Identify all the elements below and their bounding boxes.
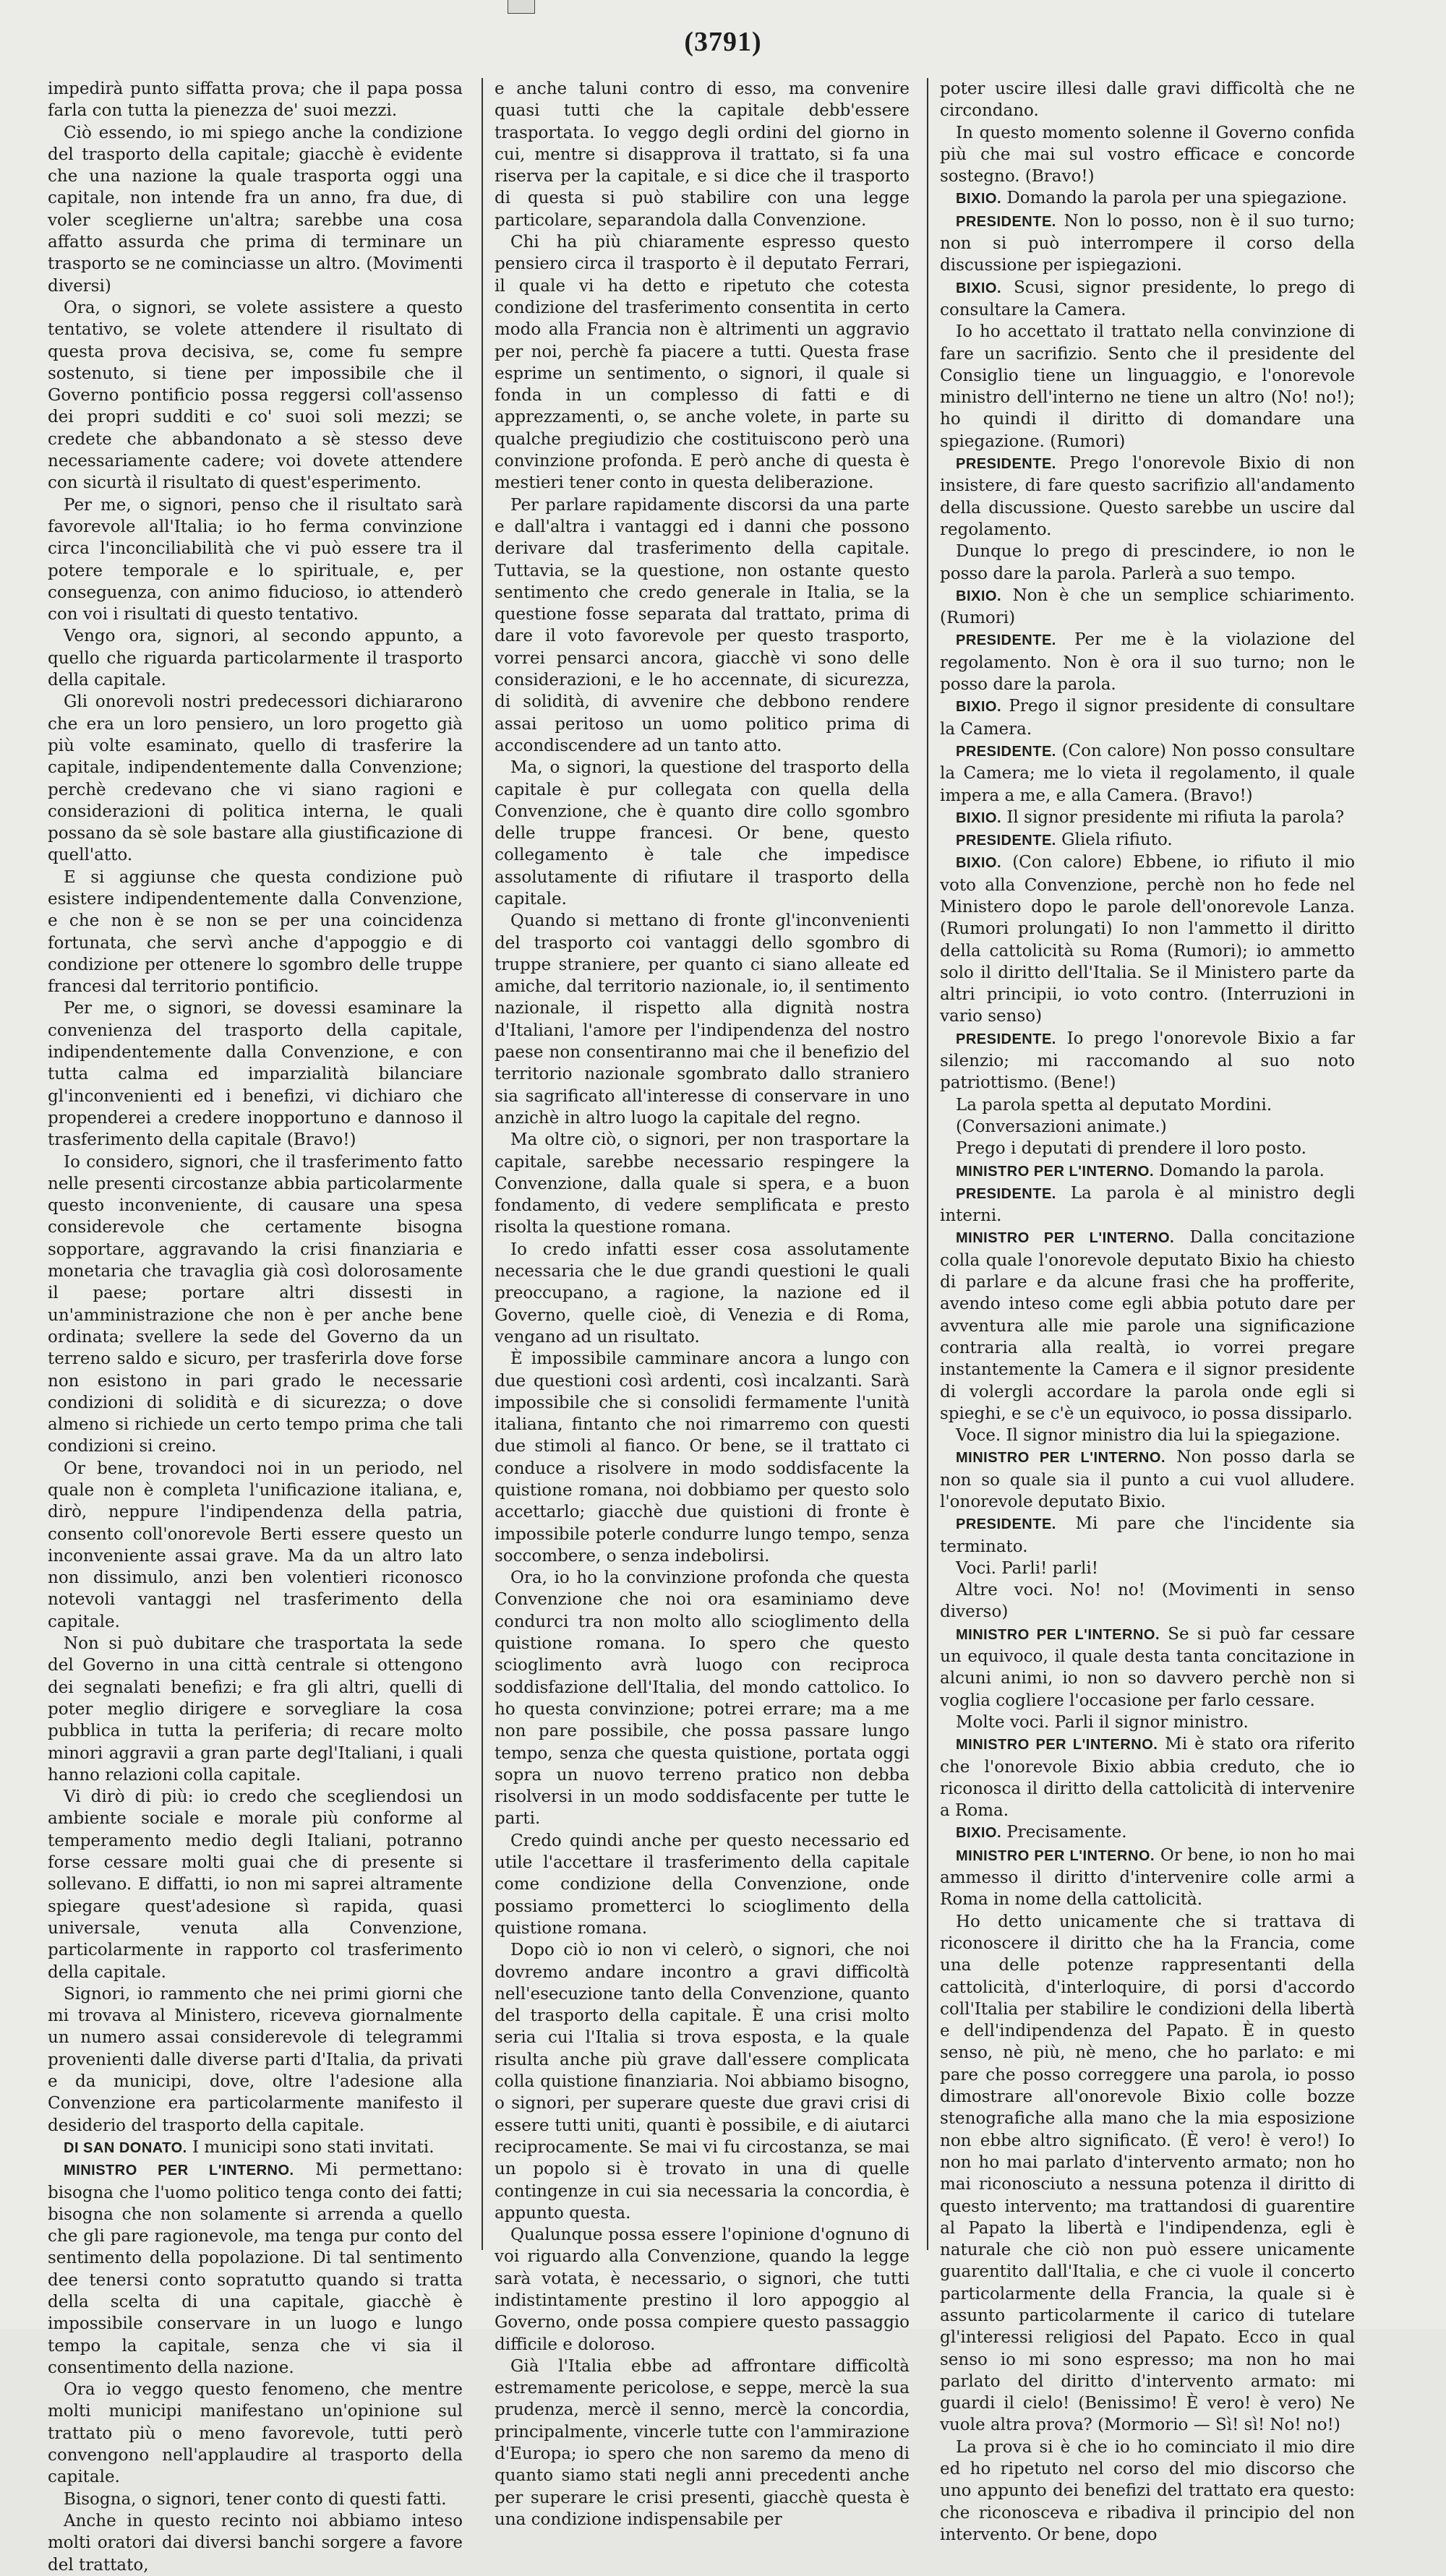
paragraph-text: Ora io veggo questo fenomeno, che mentre molti municipi manifestano un'opinione sul trattato più o meno favorevole, tutti però convengono nell'applaudire al trasporto della capitale. <box>48 2380 463 2487</box>
paragraph-text: E si aggiunse che questa condizione può esistere indipendentemente dalla Convenzione, e che non è se non se per una coincidenza fortunata, che servì anche d'appoggio e di condizione per ottenere lo sgombro delle truppe francesi dal territorio pontificio. <box>48 867 463 997</box>
paragraph <box>940 1446 1355 1513</box>
speaker-name: PRESIDENTE. <box>956 1185 1056 1202</box>
paragraph <box>940 629 1355 695</box>
speaker-name: BIXIO. <box>956 855 1002 872</box>
paragraph-text: Or bene, trovandoci noi in un periodo, nel quale non è completa l'unificazione italiana, e, dirò, neppure l'indipendenza della patria, consento coll'onorevole Berti essere questo un inconveniente assai grave. Ma da un altro lato non dissimulo, anzi ben volentieri riconosco notevoli vantaggi nel trasferimento della capitale. <box>48 1459 463 1631</box>
paragraph-text: Ho detto unicamente che si trattava di riconoscere il diritto che ha la Francia, come una delle potenze rappresentanti della cattolicità, d'interloquire, di porsi d'accordo coll'Italia per stabilire le condizioni della libertà e dell'indipendenza del Papato. È in questo senso, nè più, nè meno, che ho parlato: e mi pare che posso correggere una parola, io posso dimostrare all'onorevole Bixio colle bozze stenografiche alla mano che la mia esposizione non ebbe altro significato. (È vero! è vero!) Io non ho mai parlato d'intervento armato; non ho mai riconosciuto a nessuna potenza il diritto di questo intervento; ma trattandosi di guarentire al Papato la libertà e l'indipendenza, egli è naturale che ciò non può essere unicamente guarentito dall'Italia, e che ci vuole il concerto particolarmente della Francia, la quale si è assunto particolarmente il carico di tutelare gl'interessi religiosi del Papato. Ecco in qual senso io mi sono espresso; ma non ho mai parlato del diritto d'intervento armato: mi guardi il cielo! (Benissimo! È vero! è vero) Ne vuole altra prova? (Mormorio — Sì! sì! No! no!) <box>940 1912 1355 2435</box>
paragraph <box>940 1138 1355 1159</box>
paragraph-text: Non si può dubitare che trasportata la sede del Governo in una città centrale si ottengono dei segnalati benefizi; e fra gli altri, quelli di poter meglio dirigere e sorvegliare la cosa pubblica in tutta la periferia; di recare molto minori aggravii a gran parte degl'Italiani, i quali hanno relazioni colla capitale. <box>48 1634 463 1785</box>
paragraph <box>940 1911 1355 2437</box>
paragraph-text: Già l'Italia ebbe ad affrontare difficoltà estremamente pericolose, e seppe, mercè la sua prudenza, mercè il senno, mercè la concordia, principalmente, vincerle tutte con l'ammirazione d'Europa; io spero che non saremo da meno di quanto siamo stati negli anni precedenti anche per superare le crisi presenti, giacchè questa è una condizione indispensabile per <box>495 2356 910 2529</box>
paragraph <box>940 851 1355 1027</box>
paragraph <box>940 807 1355 829</box>
paragraph <box>940 1513 1355 1558</box>
paragraph-text: Non lo posso, non è il suo turno; non si può interrompere il corso della discussione per ispiegazioni. <box>940 211 1355 275</box>
paragraph <box>48 78 463 122</box>
speaker-name: MINISTRO PER L'INTERNO. <box>956 1847 1155 1864</box>
paragraph <box>940 1733 1355 1821</box>
speaker-name: BIXIO. <box>956 1825 1002 1842</box>
paragraph-text: Domando la parola. <box>1154 1161 1325 1180</box>
paragraph-text: Mi permettano: bisogna che l'uomo politico tenga conto dei fatti; bisogna che non solamente si arrenda a quello che gli pare ragionevole, ma tenga pur conto del sentimento della popolazione. Di tal sentimento dee tenersi conto sopratutto quando si tratta della scelta di una capitale, giacchè è impossibile conservare in un luogo e lungo tempo la capitale, senza che vi sia il consentimento della nazione. <box>48 2160 463 2377</box>
paragraph-text: Dopo ciò io non vi celerò, o signori, che noi dovremo andare incontro a gravi difficoltà nell'esecuzione tanto della Convenzione, quanto del trasporto della capitale. È una crisi molto seria cui l'Italia si trova esposta, e la quale risulta anche più grave dall'essere complicata colla quistione finanziaria. Noi abbiamo bisogno, o signori, per superare queste due gravi crisi di essere tutti uniti, quanti è possibile, e di aiutarci reciprocamente. Se mai vi fu circostanza, se mai un popolo si è trovato in una di quelle contingenze in cui sia necessaria la concordia, è appunto questa. <box>495 1941 910 2223</box>
paragraph-text: Vi dirò di più: io credo che scegliendosi un ambiente sociale e morale più conforme al temperamento medio degli Italiani, potranno forse cessare molti guai che di presente si sollevano. E diffatti, io non mi saprei altramente spiegare quest'adesione sì rapida, quasi universale, venuta alla Convenzione, particolarmente in rapporto col trasferimento della capitale. <box>48 1787 463 1982</box>
paragraph <box>495 1129 910 1238</box>
speaker-name: MINISTRO PER L'INTERNO. <box>956 1737 1158 1753</box>
paragraph-text: Domando la parola per una spiegazione. <box>1001 189 1348 208</box>
column-divider <box>482 78 483 2250</box>
speaker-name: BIXIO. <box>956 699 1002 716</box>
speaker-name: PRESIDENTE. <box>956 456 1056 473</box>
paragraph-text: La prova si è che io ho cominciato il mio dire ed ho ripetuto nel corso del mio discorso che uno appunto dei benefizi del trattato era questo: che riconosceva e ribadiva il principio del non intervento. Or bene, dopo <box>940 2437 1355 2544</box>
paragraph <box>495 1239 910 1348</box>
paragraph <box>48 1983 463 2137</box>
paragraph-text: Voce. Il signor ministro dia lui la spiegazione. <box>956 1426 1340 1446</box>
paragraph <box>940 829 1355 851</box>
paragraph-text: Non è che un semplice schiarimento. (Rumori) <box>940 585 1355 628</box>
paragraph-text: Mi pare che l'incidente sia terminato. <box>940 1514 1355 1556</box>
paragraph-text: Chi ha più chiaramente espresso questo pensiero circa il trasporto è il deputato Ferrari, il quale vi ha detto e ripetuto che cotesta condizione del trasferimento consentita in certo modo alla Francia non è altrimenti un aggravio per noi, perchè fa piacere a tutti. Questa frase esprime un sentimento, o signori, il quale si fonda in un complesso di fatti e di apprezzamenti, o, se anche volete, in parte su qualche pregiudizio che costituiscono però una convinzione profonda. E però anche di questa è mestieri tener conto in questa deliberazione. <box>495 233 910 493</box>
paragraph-text: È impossibile camminare ancora a lungo con due questioni così ardenti, così incalzanti. Sarà impossibile che si consolidi fermamente l'unità italiana, fintanto che noi rimarremo con questi due stimoli al fianco. Or bene, se il trattato ci conduce a risolvere in modo soddisfacente la quistione romana, noi dobbiamo per questo solo accettarlo; giacchè due quistioni di fronte è impossibile poterle condurre lungo tempo, senza soccombere, o senza indebolirsi. <box>495 1349 910 1566</box>
paragraph-text: Gliela rifiuto. <box>1056 830 1173 850</box>
paragraph-text: La parola è al ministro degli interni. <box>940 1183 1355 1226</box>
speaker-name: DI SAN DONATO. <box>64 2139 187 2156</box>
paragraph-text: Io credo infatti esser cosa assolutamente necessaria che le due grandi questioni le quali preoccupano, a ragione, la nazione ed il Governo, quelle cioè, di Venezia e di Roma, vengano ad un risultato. <box>495 1240 910 1347</box>
paragraph <box>940 2437 1355 2546</box>
paragraph <box>940 740 1355 807</box>
paragraph <box>940 1712 1355 1733</box>
paragraph-text: Ma oltre ciò, o signori, per non trasportare la capitale, sarebbe necessario respingere la Convenzione, dalla quale si spera, e a buon fondamento, di vedere semplificata e presto risolta la questione romana. <box>495 1130 910 1237</box>
paragraph-text: I municipi sono stati invitati. <box>187 2137 435 2157</box>
paragraph-text: (Con calore) Non posso consultare la Camera; me lo vieta il regolamento, il quale impera a me, e alla Camera. (Bravo!) <box>940 741 1355 805</box>
speaker-name: MINISTRO PER L'INTERNO. <box>956 1230 1175 1247</box>
paragraph-text: Voci. Parli! parli! <box>956 1558 1099 1578</box>
paragraph-text: Se si può far cessare un equivoco, il quale desta tanta concitazione in alcuni animi, io non so davvero perchè non si voglia cogliere l'occasione per farlo cessare. <box>940 1624 1355 1710</box>
paragraph <box>48 1633 463 1786</box>
paragraph-text: Dalla concitazione colla quale l'onorevole deputato Bixio ha chiesto di parlare e da alcune frasi che ha profferite, avendo inteso come egli abbia potuto dare per avventura alle mie parole una significazione contraria alla realtà, io vorrei pregare instantemente la Camera e il signor presidente di volergli accordare la parola onde egli si spieghi, e se c'è un equivoco, io possa dissiparlo. <box>940 1228 1355 1423</box>
paragraph-text: poter uscire illesi dalle gravi difficoltà che ne circondano. <box>940 80 1355 121</box>
paragraph-text: Non posso darla se non so quale sia il punto a cui vuol alludere. l'onorevole deputato Bixio. <box>940 1448 1356 1511</box>
paragraph <box>495 910 910 1129</box>
text-column-1 <box>48 78 463 2575</box>
paragraph <box>940 585 1355 630</box>
paragraph <box>940 1623 1355 1712</box>
paragraph-text: Prego i deputati di prendere il loro posto. <box>956 1139 1306 1159</box>
paragraph <box>48 2489 463 2510</box>
paragraph <box>48 1786 463 1983</box>
paragraph-text: Altre voci. No! no! (Movimenti in senso diverso) <box>940 1581 1355 1622</box>
speaker-name: MINISTRO PER L'INTERNO. <box>956 1163 1155 1180</box>
paragraph-text: impedirà punto siffatta prova; che il papa possa farla con tutta la pienezza de' suoi mezzi. <box>48 80 463 121</box>
paragraph-text: Io ho accettato il trattato nella convinzione di fare un sacrifizio. Sento che il presidente del Consiglio tiene un linguaggio, e l'onorevole ministro dell'interno ne tiene un altro (No! no!); ho quindi il diritto di domandare una spiegazione. (Rumori) <box>940 322 1355 451</box>
paragraph <box>940 1227 1355 1425</box>
paragraph <box>495 2224 910 2356</box>
paragraph <box>495 1348 910 1567</box>
text-column-2 <box>495 78 910 2529</box>
paragraph-text: Ciò essendo, io mi spiego anche la condizione del trasporto della capitale; giacchè è evidente che una nazione la quale trasporta oggi una capitale, non intende fra un anno, fra due, di voler sceglierne un'altra; sarebbe una cosa affatto assurda che prima di terminare un trasporto se ne cominciasse un altro. (Movimenti diversi) <box>48 123 463 296</box>
paragraph <box>48 1151 463 1458</box>
paragraph-text: Signori, io rammento che nei primi giorni che mi trovava al Ministero, riceveva giornalmente un numero assai considerevole di telegrammi provenienti dalle diverse parti d'Italia, da privati e da municipi, dove, oltre l'adesione alla Convenzione era particolarmente manifesto il desiderio del trasporto della capitale. <box>48 1984 463 2135</box>
paragraph-text: Anche in questo recinto noi abbiamo inteso molti oratori dai diversi banchi sorgere a favore del trattato, <box>48 2511 463 2575</box>
paragraph-text: Io considero, signori, che il trasferimento fatto nelle presenti circostanze abbia particolarmente questo inconveniente, di causare una spesa considerevole che certamente bisogna sopportare, aggravando la crisi finanziaria e monetaria che travaglia già così dolorosamente il paese; portare altri dissesti in un'amministrazione che non è per anche bene ordinata; svellere la sede del Governo da un terreno saldo e sicuro, per trasferirla dove forse non esistono in pari grado le necessarie condizioni di solidità e di sicurezza; o dove almeno si richiede un certo tempo prima che tali condizioni si creino. <box>48 1152 463 1456</box>
page-number: (3791) <box>684 27 762 57</box>
paragraph <box>940 187 1355 210</box>
speaker-name: PRESIDENTE. <box>956 1031 1056 1047</box>
paragraph <box>940 1579 1355 1623</box>
paragraph <box>48 2137 463 2159</box>
paragraph-text: Ora, o signori, se volete assistere a questo tentativo, se volete attendere il risultato di questa prova decisiva, se, come fu sempre sostenuto, si tiene per impossibile che il Governo pontificio possa reggersi coll'assenso dei propri sudditi e co' suoi soli mezzi; se credete che abbandonato a sè stesso deve necessariamente cadere; voi dovete attendere con sicurtà il risultato di quest'esperimento. <box>48 298 463 493</box>
paragraph <box>940 277 1355 322</box>
paragraph-text: Io prego l'onorevole Bixio a far silenzio; mi raccomando al suo noto patriottismo. (Bene!) <box>940 1029 1355 1093</box>
paragraph-text: e anche taluni contro di esso, ma convenire quasi tutti che la capitale debb'essere trasportata. Io veggo degli ordini del giorno in cui, mentre si disapprova il trattato, si fa una riserva per la capitale, e si dice che il trasporto di questa si può stabilire con una legge particolare, separandola dalla Convenzione. <box>495 80 910 230</box>
speaker-name: PRESIDENTE. <box>956 632 1056 649</box>
paragraph-text: (Con calore) Ebbene, io rifiuto il mio voto alla Convenzione, perchè non ho fede nel Ministero dopo le parole dell'onorevole Lanza. (Rumori prolungati) Io non l'ammetto il diritto della cattolicità su Roma (Rumori); io ammetto solo il diritto dell'Italia. Se il Ministero parte da altri principii, io voto contro. (Interruzioni in vario senso) <box>940 853 1355 1026</box>
paragraph <box>940 452 1355 541</box>
paragraph <box>495 231 910 494</box>
paragraph <box>940 321 1355 452</box>
speaker-name: PRESIDENTE. <box>956 1516 1056 1533</box>
speaker-name: MINISTRO PER L'INTERNO. <box>64 2163 294 2179</box>
paragraph <box>48 494 463 626</box>
paragraph <box>940 1116 1355 1138</box>
paragraph-text: Or bene, io non ho mai ammesso il diritto d'intervenire colle armi a Roma in nome della cattolicità. <box>940 1845 1355 1910</box>
paragraph <box>940 1821 1355 1844</box>
speaker-name: PRESIDENTE. <box>956 213 1056 230</box>
speaker-name: BIXIO. <box>956 588 1002 604</box>
paragraph <box>940 1425 1355 1446</box>
paragraph <box>940 1558 1355 1579</box>
paragraph-text: Gli onorevoli nostri predecessori dichiararono che era un loro pensiero, un loro progetto già più volte esaminato, quello di trasferire la capitale, indipendentemente dalla Convenzione; perchè credevano che vi siano ragioni e considerazioni di politica interna, le quali possano da sè sole bastare alla giustificazione di quell'atto. <box>48 692 463 865</box>
paragraph <box>940 541 1355 585</box>
speaker-name: PRESIDENTE. <box>956 833 1056 849</box>
paragraph-text: Per parlare rapidamente discorsi da una parte e dall'altra i vantaggi ed i danni che possono derivare dal trasferimento della capitale. Tuttavia, se la questione, non ostante questo sentimento che credo generale in Italia, se la questione fosse separata dal trattato, prima di dare il voto favorevole per questo trasporto, vorrei pensarci ancora, giacchè vi sono delle considerazioni, e le ho accennate, di sicurezza, di solidità, di avvenire che debbono rendere assai peritoso un uomo politico prima di accondiscendere ad un tanto atto. <box>495 495 910 755</box>
paragraph <box>495 1939 910 2224</box>
speaker-name: BIXIO. <box>956 810 1002 826</box>
paragraph <box>495 2356 910 2530</box>
paragraph <box>48 867 463 998</box>
paragraph <box>48 122 463 297</box>
paragraph-text: Mi è stato ora riferito che l'onorevole Bixio abbia creduto, che io riconosca il diritto della cattolicità di intervenire a Roma. <box>940 1735 1355 1821</box>
paragraph-text: Prego l'onorevole Bixio di non insistere, di fare questo sacrifizio all'andamento della discussione. Questo sarebbe un uscire dal regolamento. <box>940 454 1355 539</box>
paragraph-text: Quando si mettano di fronte gl'inconvenienti del trasporto coi vantaggi dello sgombro di truppe straniere, per quanto ci siano alleate ed amiche, dal territorio nazionale, io, il sentimento nazionale, il rispetto alla dignità nostra d'Italiani, l'amore per l'indipendenza del nostro paese non consentiranno mai che il benefizio del territorio nazionale sgombrato dallo straniero sia sagrificato all'interesse di conservare in uno anzichè in altro luogo la capitale del regno. <box>495 911 910 1128</box>
paragraph <box>940 1094 1355 1116</box>
paragraph <box>48 2379 463 2488</box>
speaker-name: BIXIO. <box>956 191 1002 207</box>
paragraph <box>940 210 1355 277</box>
paragraph-text: Per me è la violazione del regolamento. Non è ora il suo turno; non le posso dare la parola. <box>940 630 1355 695</box>
paragraph <box>495 757 910 910</box>
paragraph-text: Il signor presidente mi rifiuta la parola? <box>1001 807 1345 827</box>
paragraph <box>48 2510 463 2576</box>
paragraph-text: Dunque lo prego di prescindere, io non le posso dare la parola. Parlerà a suo tempo. <box>940 542 1355 583</box>
paragraph <box>48 625 463 691</box>
paragraph <box>940 1160 1355 1182</box>
text-column-3 <box>940 78 1356 2544</box>
paragraph-text: Ora, io ho la convinzione profonda che questa Convenzione che noi ora esaminiamo deve condurci tra non molto allo scioglimento della quistione romana. Io spero che questo scioglimento avrà luogo con reciproca soddisfazione dell'Italia, del mondo cattolico. Io ho questa convinzione; potrei errare; ma a me non pare possibile, che possa passare lungo tempo, senza che questa quistione, portata oggi sopra un nuovo terreno pratico non debba risolversi in un modo soddisfacente per tutte le parti. <box>495 1568 910 1829</box>
page-tab-mark <box>508 0 535 14</box>
speaker-name: PRESIDENTE. <box>956 743 1056 760</box>
paragraph <box>495 78 910 231</box>
paragraph-text: Precisamente. <box>1001 1823 1127 1842</box>
paragraph <box>940 1845 1355 1911</box>
paragraph-text: Qualunque possa essere l'opinione d'ognuno di voi riguardo alla Convenzione, quando la legge sarà votata, è necessario, o signori, che tutti indistintamente prestino il loro appoggio al Governo, onde possa compiere questo passaggio difficile e doloroso. <box>495 2225 910 2354</box>
paragraph <box>940 695 1355 740</box>
paragraph-text: La parola spetta al deputato Mordini. <box>956 1095 1272 1115</box>
paragraph <box>495 1567 910 1830</box>
paragraph <box>495 494 910 757</box>
paragraph-text: Per me, o signori, se dovessi esaminare la convenienza del trasporto della capitale, indipendentemente dalla Convenzione, e con tutta calma ed imparzialità bilanciare gl'inconvenienti ed i benefizi, vi dichiaro che propenderei a credere inopportuno e dannoso il trasferimento della capitale (Bravo!) <box>48 999 463 1150</box>
paragraph <box>48 2159 463 2379</box>
paragraph-text: Molte voci. Parli il signor ministro. <box>956 1712 1249 1732</box>
paragraph <box>940 1182 1355 1227</box>
paragraph-text: Vengo ora, signori, al secondo appunto, a quello che riguarda particolarmente il trasporto della capitale. <box>48 627 463 690</box>
paragraph <box>48 691 463 866</box>
paragraph-text: In questo momento solenne il Governo confida più che mai sul vostro efficace e concorde sostegno. (Bravo!) <box>940 123 1355 186</box>
paragraph <box>48 997 463 1151</box>
paragraph <box>48 297 463 494</box>
paragraph-text: Per me, o signori, penso che il risultato sarà favorevole all'Italia; io ho ferma convinzione circa l'inconciliabilità che vi può essere tra il potere temporale e lo spirituale, e, per conseguenza, con animo fiducioso, io attenderò con voi i risultati di questo tentativo. <box>48 495 463 624</box>
speaker-name: MINISTRO PER L'INTERNO. <box>956 1626 1160 1643</box>
speaker-name: BIXIO. <box>956 280 1002 296</box>
paragraph <box>940 1028 1355 1094</box>
paragraph <box>940 122 1355 188</box>
paragraph-text: Prego il signor presidente di consultare la Camera. <box>940 697 1355 739</box>
column-divider <box>927 78 928 2250</box>
paragraph <box>940 78 1355 122</box>
paragraph <box>48 1458 463 1633</box>
paragraph <box>495 1830 910 1939</box>
speaker-name: MINISTRO PER L'INTERNO. <box>956 1450 1166 1467</box>
paragraph-text: Ma, o signori, la questione del trasporto della capitale è pur collegata con quella della Convenzione, che è quanto dire collo sgombro delle truppe francesi. Or bene, questo collegamento è tale che impedisce assolutamente di rifiutare il trasporto della capitale. <box>495 758 910 909</box>
paragraph-text: Credo quindi anche per questo necessario ed utile l'accettare il trasferimento della capitale come condizione della Convenzione, onde possiamo prometterci lo scioglimento della quistione romana. <box>495 1831 910 1938</box>
paragraph-text: Bisogna, o signori, tener conto di questi fatti. <box>64 2489 447 2509</box>
paragraph-text: Scusi, signor presidente, lo prego di consultare la Camera. <box>940 278 1355 319</box>
paragraph-text: (Conversazioni animate.) <box>956 1117 1167 1136</box>
